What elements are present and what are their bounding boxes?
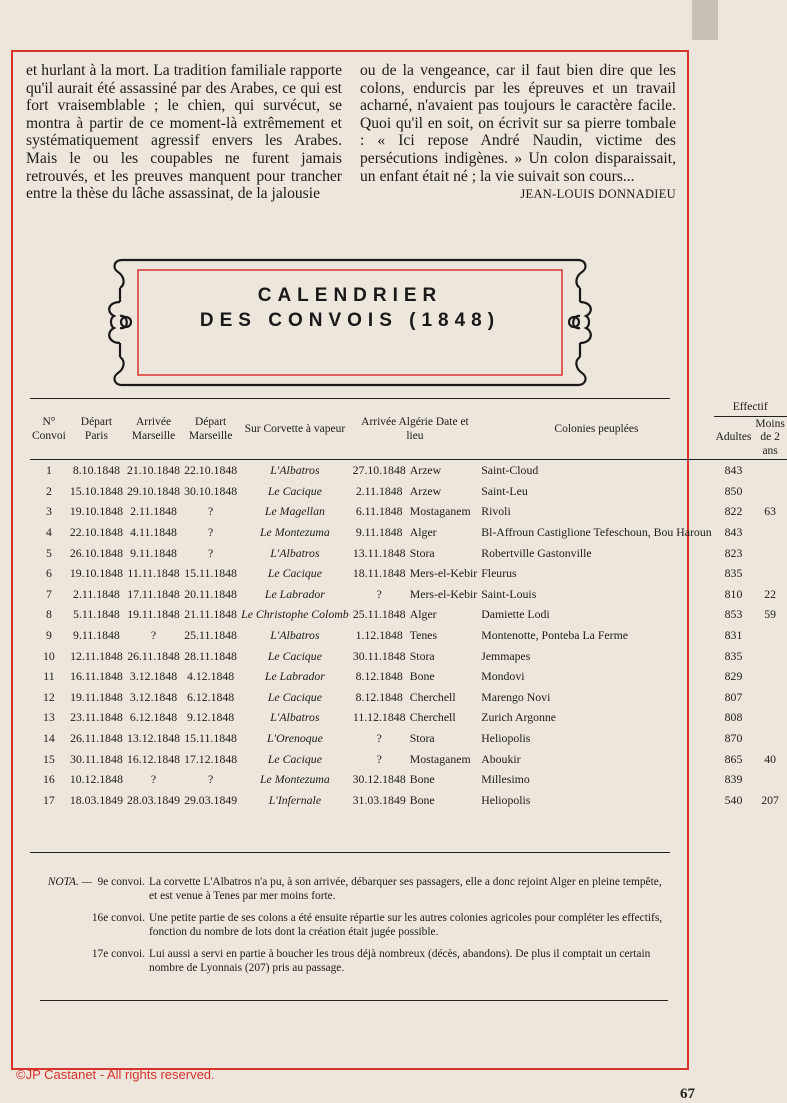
convoy-table	[30, 398, 787, 810]
header-effectif: Effectif	[714, 398, 787, 416]
cell-adultes: 831	[724, 628, 743, 643]
cell-depart-paris: 16.11.1848	[70, 669, 123, 684]
cell-depart-paris: 15.10.1848	[69, 483, 123, 498]
cell-no: 14	[43, 731, 55, 746]
cell-arrivee-date: 9.11.1848	[355, 525, 403, 540]
article-column-right	[360, 62, 676, 204]
cell-depart-marseille: 29.03.1849	[184, 792, 238, 807]
cell-moins2	[753, 728, 786, 749]
cell-corvette: L'Albatros	[270, 628, 320, 643]
nota-label: NOTA. —	[47, 876, 92, 888]
cell-adultes: 870	[724, 731, 743, 746]
table-row	[30, 687, 787, 708]
cell-arrivee-date: 1.12.1848	[355, 628, 403, 643]
cell-no: 10	[43, 648, 55, 663]
cell-corvette: Le Cacique	[267, 689, 322, 704]
cell-arrivee-marseille: 16.12.1848	[126, 751, 181, 766]
cell-colonies: Montenotte, Ponteba La Ferme	[481, 628, 629, 643]
cell-arrivee-date: 30.11.1848	[352, 648, 406, 663]
cell-arrivee-lieu: Mostaganem	[409, 751, 471, 766]
cell-arrivee-date: ?	[376, 586, 382, 601]
table-row	[30, 645, 787, 666]
cell-arrivee-lieu: Stora	[409, 731, 435, 746]
cell-moins2	[753, 542, 786, 563]
cell-arrivee-date: 18.11.1848	[352, 566, 406, 581]
page-number: 67	[680, 1086, 695, 1102]
cell-corvette: Le Cacique	[267, 648, 322, 663]
note-label	[40, 875, 149, 903]
cell-no: 16	[43, 772, 55, 787]
cell-arrivee-marseille: 29.10.1848	[126, 483, 181, 498]
cell-colonies: Robertville Gastonville	[481, 545, 592, 560]
cell-arrivee-date: ?	[376, 751, 382, 766]
cell-depart-marseille: 9.12.1848	[187, 710, 235, 725]
header-arrivee-marseille: Arrivée Marseille	[131, 416, 176, 442]
cell-adultes: 839	[724, 772, 743, 787]
note-text: Lui aussi a servi en partie à boucher les trous déjà nombreux (décès, abandons). De plus il comptait un certain nombre de Lyonnais (207) pris au passage.	[149, 948, 651, 974]
cell-moins2	[753, 460, 786, 481]
cell-depart-paris: 22.10.1848	[69, 525, 123, 540]
cell-adultes: 822	[724, 504, 743, 519]
cell-moins2	[753, 481, 786, 502]
cell-depart-marseille: 15.11.1848	[184, 731, 237, 746]
cell-colonies: Damiette Lodi	[481, 607, 550, 622]
table-row	[30, 563, 787, 584]
cell-adultes: 843	[724, 463, 743, 478]
cell-depart-marseille: 22.10.1848	[184, 463, 238, 478]
cell-depart-paris: 12.11.1848	[70, 648, 123, 663]
table-row	[30, 707, 787, 728]
cell-arrivee-date: 2.11.1848	[355, 483, 403, 498]
cell-no: 3	[45, 504, 52, 519]
header-depart-paris: Départ Paris	[80, 416, 113, 442]
cell-depart-marseille: 15.11.1848	[184, 566, 237, 581]
cell-arrivee-date: 11.12.1848	[352, 710, 406, 725]
cell-depart-paris: 30.11.1848	[70, 751, 123, 766]
table-row	[30, 460, 787, 481]
cell-adultes: 808	[724, 710, 743, 725]
table-row	[30, 790, 787, 811]
cell-corvette: Le Cacique	[267, 566, 322, 581]
cell-colonies: Heliopolis	[481, 731, 531, 746]
header-arrivee-algerie: Arrivée Algérie Date et lieu	[361, 416, 469, 442]
cell-adultes: 843	[724, 525, 743, 540]
cell-arrivee-lieu: Bone	[409, 669, 435, 684]
cell-depart-marseille: 20.11.1848	[184, 586, 237, 601]
cell-arrivee-lieu: Mostaganem	[409, 504, 471, 519]
cell-depart-paris: 8.10.1848	[72, 463, 121, 478]
cell-arrivee-marseille: 13.12.1848	[126, 731, 181, 746]
cell-arrivee-marseille: ?	[150, 772, 157, 787]
cell-colonies: Fleurus	[481, 566, 517, 581]
cell-depart-paris: 9.11.1848	[73, 628, 120, 643]
cell-arrivee-marseille: 28.03.1849	[126, 792, 181, 807]
table-row	[30, 769, 787, 790]
cell-colonies: Saint-Cloud	[481, 463, 539, 478]
cell-arrivee-date: 8.12.1848	[355, 689, 403, 704]
cell-adultes: 835	[724, 566, 743, 581]
note-tag: 17e convoi.	[91, 948, 145, 960]
cell-depart-marseille: 21.11.1848	[184, 607, 237, 622]
table-row	[30, 604, 787, 625]
cell-arrivee-lieu: Arzew	[409, 483, 442, 498]
cell-depart-marseille: 6.12.1848	[187, 689, 235, 704]
cell-corvette: Le Cacique	[267, 751, 322, 766]
cell-adultes: 835	[724, 648, 743, 663]
cell-moins2: 63	[764, 504, 776, 519]
note-tag: 9e convoi.	[97, 876, 145, 888]
cell-arrivee-lieu: Bone	[409, 792, 435, 807]
cell-depart-paris: 26.11.1848	[70, 731, 123, 746]
cell-arrivee-marseille: 17.11.1848	[127, 586, 180, 601]
header-adultes: Adultes	[715, 431, 752, 443]
cell-arrivee-lieu: Alger	[409, 607, 437, 622]
header-no: N° Convoi	[32, 416, 66, 442]
note-item	[40, 875, 670, 903]
cell-depart-marseille: ?	[207, 545, 214, 560]
cell-corvette: L'Albatros	[270, 463, 320, 478]
cell-depart-marseille: 30.10.1848	[184, 483, 238, 498]
note-text: La corvette L'Albatros n'a pu, à son arrivée, débarquer ses passagers, elle a donc rejoint Alger en pleine tempête, et est venue à Tenes par mer moins forte.	[149, 876, 662, 902]
note-tag: 16e convoi.	[91, 912, 145, 924]
cell-arrivee-date: 27.10.1848	[352, 463, 406, 478]
cell-arrivee-lieu: Cherchell	[409, 710, 456, 725]
cell-colonies: Saint-Leu	[481, 483, 528, 498]
cell-depart-paris: 19.10.1848	[69, 566, 123, 581]
cell-arrivee-marseille: 26.11.1848	[127, 648, 180, 663]
table-row	[30, 748, 787, 769]
cell-arrivee-lieu: Bone	[409, 772, 435, 787]
table-row	[30, 666, 787, 687]
cell-arrivee-marseille: 3.12.1848	[129, 669, 178, 684]
cell-depart-paris: 23.11.1848	[70, 710, 123, 725]
cell-arrivee-lieu: Tenes	[409, 628, 438, 643]
cell-no: 12	[43, 689, 55, 704]
notes-section	[40, 875, 670, 983]
cell-arrivee-date: 25.11.1848	[352, 607, 406, 622]
cell-depart-paris: 5.11.1848	[73, 607, 120, 622]
cell-colonies: Rivoli	[481, 504, 511, 519]
article-column-left: et hurlant à la mort. La tradition familiale rapporte qu'il aurait été assassiné par des Arabes, ce qui est fort vraisemblable ; le chien, qui survécut, se montra à partir de ce moment-là extrêmement et systématiquement agressif envers les Arabes. Mais le ou les coupables ne furent jamais retrouvés, et les preuves manquent pour trancher entre la thèse du lâche assassinat, de la jalousie	[26, 62, 342, 203]
header-moins2: Moins de 2 ans	[755, 417, 785, 457]
cell-arrivee-lieu: Stora	[409, 648, 435, 663]
cell-no: 11	[43, 669, 55, 684]
cell-arrivee-date: 30.12.1848	[352, 772, 406, 787]
cell-no: 4	[45, 525, 52, 540]
cell-arrivee-marseille: 4.11.1848	[130, 525, 177, 540]
cell-moins2: 207	[761, 792, 779, 807]
cell-arrivee-date: 8.12.1848	[355, 669, 403, 684]
cell-depart-marseille: 28.11.1848	[184, 648, 237, 663]
header-colonies: Colonies peuplées	[554, 422, 639, 435]
cell-arrivee-marseille: 6.12.1848	[129, 710, 178, 725]
cell-moins2: 40	[764, 751, 776, 766]
cell-moins2	[753, 687, 786, 708]
header-corvette: Sur Corvette à vapeur	[244, 422, 346, 435]
article-author: JEAN-LOUIS DONNADIEU	[520, 187, 676, 202]
cell-arrivee-date: 6.11.1848	[355, 504, 403, 519]
table-row	[30, 584, 787, 605]
cell-corvette: Le Montezuma	[260, 772, 330, 787]
cell-corvette: L'Orenoque	[266, 731, 323, 746]
cell-moins2: 59	[764, 607, 776, 622]
header-depart-marseille: Départ Marseille	[188, 416, 233, 442]
cell-corvette: Le Labrador	[264, 586, 325, 601]
cell-no: 17	[43, 792, 55, 807]
cell-arrivee-lieu: Stora	[409, 545, 435, 560]
cell-depart-paris: 18.03.1849	[69, 792, 123, 807]
page-edge-shadow	[692, 0, 718, 40]
cell-depart-paris: 2.11.1848	[73, 586, 120, 601]
table-row	[30, 728, 787, 749]
cell-corvette: L'Albatros	[270, 710, 320, 725]
cell-depart-marseille: ?	[207, 504, 214, 519]
note-item	[40, 947, 670, 975]
cell-adultes: 810	[724, 586, 743, 601]
cell-colonies: Mondovi	[481, 669, 525, 684]
cell-moins2	[753, 666, 786, 687]
cell-corvette: L'Albatros	[270, 545, 320, 560]
calendar-title-line2: DES CONVOIS (1848)	[199, 310, 501, 331]
table-row	[30, 501, 787, 522]
cell-depart-paris: 19.10.1848	[69, 504, 123, 519]
cell-no: 7	[45, 586, 52, 601]
cell-no: 1	[45, 463, 52, 478]
cell-arrivee-lieu: Mers-el-Kebir	[409, 586, 478, 601]
table-row	[30, 625, 787, 646]
article-column-right-text: ou de la vengeance, car il faut bien dire que les colons, endurcis par les épreuves et un travail acharné, n'avaient pas toujours le caractère facile. Quoi qu'il en soit, on écrivit sur sa pierre tombale : « Ici repose André Naudin, victime des persécutions indigènes. » Un colon disparaissait, un enfant était né ; la vie suivait son cours...	[360, 62, 676, 185]
cell-arrivee-marseille: 9.11.1848	[130, 545, 177, 560]
cell-adultes: 853	[724, 607, 743, 622]
cell-arrivee-lieu: Alger	[409, 525, 437, 540]
cell-adultes: 829	[724, 669, 743, 684]
copyright-notice: ©JP Castanet - All rights reserved.	[16, 1067, 215, 1082]
cell-no: 15	[43, 751, 55, 766]
cell-no: 13	[43, 710, 55, 725]
note-item	[40, 911, 670, 939]
cell-arrivee-lieu: Mers-el-Kebir	[409, 566, 478, 581]
cell-moins2	[753, 563, 786, 584]
cell-no: 8	[45, 607, 52, 622]
cell-moins2	[753, 625, 786, 646]
calendar-banner	[108, 250, 592, 395]
calendar-title-line1: CALENDRIER	[257, 285, 443, 306]
cell-adultes: 850	[724, 483, 743, 498]
cell-arrivee-date: 13.11.1848	[352, 545, 406, 560]
cell-colonies: Saint-Louis	[481, 586, 537, 601]
notes-end-rule	[40, 1000, 668, 1001]
cell-adultes: 540	[724, 792, 743, 807]
cell-arrivee-marseille: 19.11.1848	[127, 607, 180, 622]
cell-arrivee-date: ?	[376, 731, 382, 746]
table-bottom-rule	[30, 852, 670, 853]
cell-moins2: 22	[764, 586, 776, 601]
cell-colonies: Millesimo	[481, 772, 530, 787]
cell-colonies: Bl-Affroun Castiglione Tefeschoun, Bou Haroun	[481, 525, 712, 540]
cell-arrivee-marseille: 2.11.1848	[130, 504, 177, 519]
cell-adultes: 807	[724, 689, 743, 704]
cell-arrivee-marseille: 21.10.1848	[126, 463, 181, 478]
cell-colonies: Heliopolis	[481, 792, 531, 807]
cell-depart-marseille: 25.11.1848	[184, 628, 237, 643]
cell-moins2	[753, 522, 786, 543]
cell-no: 6	[45, 566, 52, 581]
table-body	[30, 460, 787, 811]
cell-corvette: Le Christophe Colomb	[241, 607, 349, 622]
article-text	[26, 62, 676, 204]
cell-corvette: Le Montezuma	[260, 525, 330, 540]
calendar-title	[108, 283, 592, 333]
cell-adultes: 865	[724, 751, 743, 766]
cell-colonies: Marengo Novi	[481, 689, 551, 704]
cell-depart-paris: 19.11.1848	[70, 689, 123, 704]
cell-arrivee-lieu: Cherchell	[409, 689, 456, 704]
cell-arrivee-marseille: 11.11.1848	[127, 566, 180, 581]
cell-depart-paris: 10.12.1848	[69, 772, 123, 787]
cell-arrivee-marseille: ?	[150, 628, 157, 643]
cell-moins2	[753, 645, 786, 666]
table-header	[30, 398, 787, 460]
cell-no: 5	[45, 545, 52, 560]
cell-colonies: Jemmapes	[481, 648, 531, 663]
cell-moins2	[753, 707, 786, 728]
table-row	[30, 542, 787, 563]
cell-adultes: 823	[724, 545, 743, 560]
cell-arrivee-marseille: 3.12.1848	[129, 689, 178, 704]
cell-depart-paris: 26.10.1848	[69, 545, 123, 560]
note-text: Une petite partie de ses colons a été ensuite répartie sur les autres colonies agricoles pour compléter les effectifs, fonction du nombre de lots dont la création était jugée possible.	[149, 912, 663, 938]
cell-corvette: L'Infernale	[268, 792, 322, 807]
cell-corvette: Le Cacique	[267, 483, 322, 498]
cell-colonies: Zurich Argonne	[481, 710, 557, 725]
table-row	[30, 522, 787, 543]
cell-arrivee-lieu: Arzew	[409, 463, 442, 478]
cell-depart-marseille: 4.12.1848	[187, 669, 235, 684]
table-row	[30, 481, 787, 502]
cell-arrivee-date: 31.03.1849	[352, 792, 406, 807]
cell-depart-marseille: ?	[207, 525, 214, 540]
cell-depart-marseille: 17.12.1848	[184, 751, 238, 766]
cell-corvette: Le Labrador	[264, 669, 325, 684]
cell-corvette: Le Magellan	[264, 504, 325, 519]
cell-colonies: Aboukir	[481, 751, 521, 766]
cell-depart-marseille: ?	[207, 772, 214, 787]
cell-moins2	[753, 769, 786, 790]
cell-no: 2	[45, 483, 52, 498]
cell-no: 9	[45, 628, 52, 643]
